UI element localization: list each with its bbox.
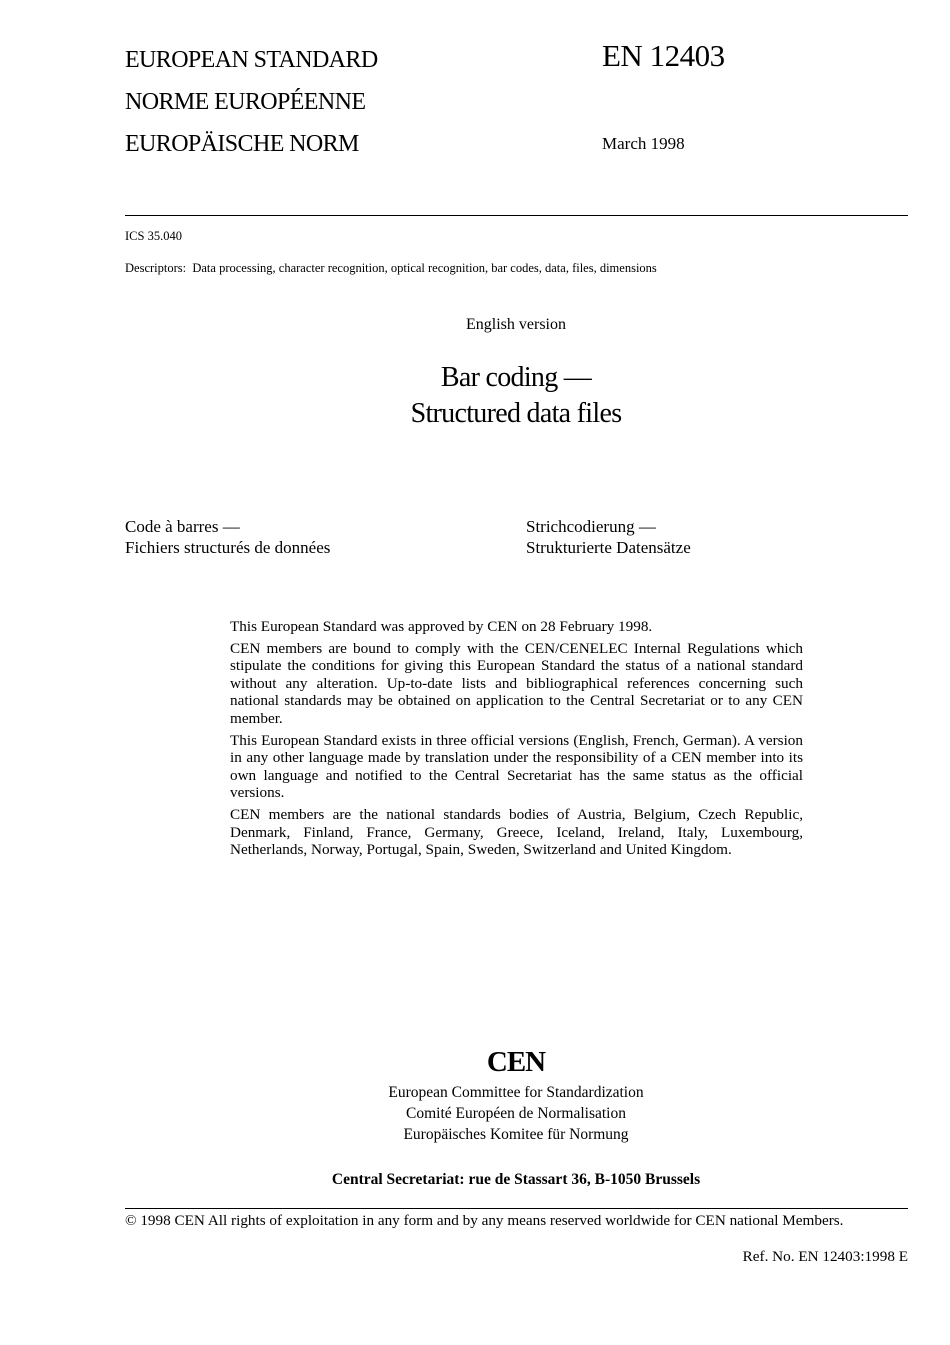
copyright-notice: © 1998 CEN All rights of exploitation in any form and by any means reserved worldwide for CEN national Members. <box>125 1212 844 1229</box>
standard-number: EN 12403 <box>602 38 725 73</box>
german-title-line-1: Strichcodierung — <box>526 517 656 536</box>
german-title <box>526 516 691 558</box>
committee-name-french: Comité Européen de Normalisation <box>406 1105 626 1122</box>
title-line-1: Bar coding — <box>440 362 592 393</box>
committee-name-german: Europäisches Komitee für Normung <box>403 1126 629 1143</box>
members-paragraph: CEN members are the national standards bodies of Austria, Belgium, Czech Republic, Denmark, Finland, France, Germany, Greece, Iceland, Ireland, Italy, Luxembourg, Netherlands, Norway, Portugal, Spain, Sweden, Switzerland and United Kingdom. <box>230 805 803 859</box>
ics-code: ICS 35.040 <box>125 229 182 243</box>
committee-names <box>0 1082 950 1145</box>
descriptors-label: Descriptors: <box>125 261 187 275</box>
german-title-line-2: Strukturierte Datensätze <box>526 538 691 557</box>
secretariat-address: Central Secretariat: rue de Stassart 36, B-1050 Brussels <box>331 1171 701 1188</box>
french-title-line-1: Code à barres — <box>125 517 240 536</box>
approval-text <box>230 618 803 863</box>
descriptors-text: Data processing, character recognition, optical recognition, bar codes, data, files, dimensions <box>192 261 657 275</box>
publication-date: March 1998 <box>602 134 685 153</box>
cen-logo: CEN <box>486 1046 546 1078</box>
reference-number: Ref. No. EN 12403:1998 E <box>742 1248 908 1265</box>
title-line-2: Structured data files <box>410 398 622 429</box>
approval-paragraph: This European Standard was approved by CEN on 28 February 1998. <box>230 618 653 635</box>
french-title <box>125 516 330 558</box>
standard-name-german: EUROPÄISCHE NORM <box>125 131 359 157</box>
committee-name-english: European Committee for Standardization <box>388 1084 644 1101</box>
standard-name-french: NORME EUROPÉENNE <box>125 89 366 115</box>
versions-paragraph: This European Standard exists in three official versions (English, French, German). A version in any other language made by translation under the responsibility of a CEN member into its own language and notified to the Central Secretariat has the same status as the official versions. <box>230 731 803 802</box>
descriptors-line <box>125 260 657 276</box>
header-divider <box>125 215 908 216</box>
document-title <box>0 360 950 432</box>
french-title-line-2: Fichiers structurés de données <box>125 538 331 557</box>
regulations-paragraph: CEN members are bound to comply with the CEN/CENELEC Internal Regulations which stipulate the conditions for giving this European Standard the status of a national standard without any alteration. Up-to-date lists and bibliographical references concerning such national standards may be obtained on application to the Central Secretariat or to any CEN member. <box>230 639 803 727</box>
standard-name-english: EUROPEAN STANDARD <box>125 47 378 73</box>
version-label: English version <box>466 316 566 333</box>
footer-divider <box>125 1208 908 1209</box>
